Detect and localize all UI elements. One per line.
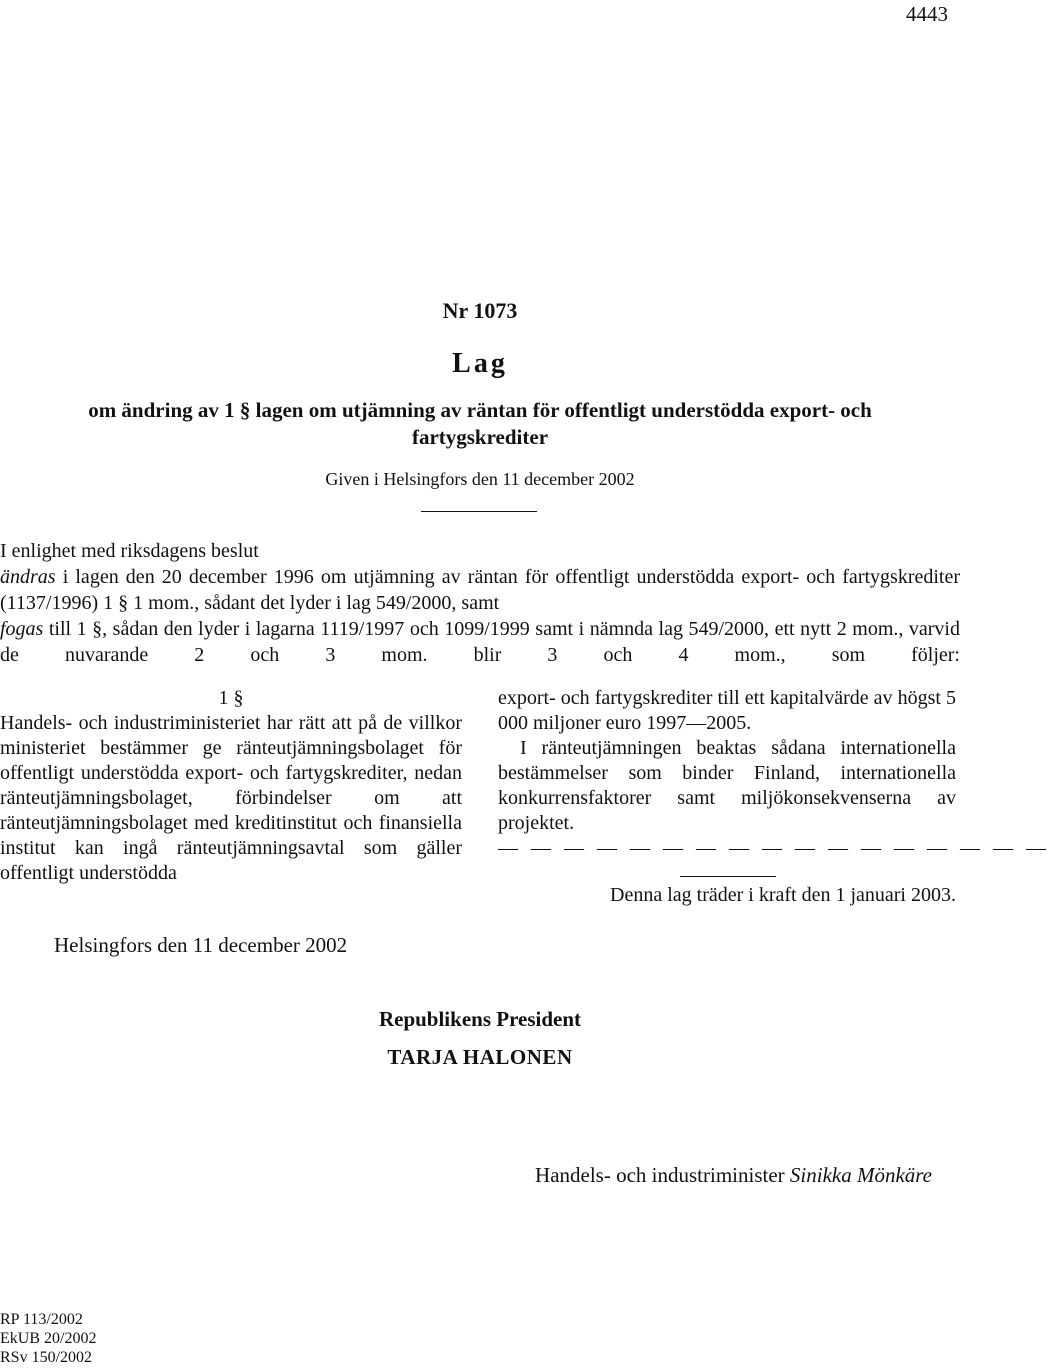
signature-name: TARJA HALONEN bbox=[387, 1045, 573, 1069]
section-text-right-1: export- och fartygskrediter till ett kapitalvärde av högst 5 000 miljoner euro 1997—2005. bbox=[498, 687, 956, 734]
preamble-line: I enlighet med riksdagens beslut bbox=[0, 540, 259, 562]
separator-rule bbox=[421, 511, 537, 512]
amend-text: i lagen den 20 december 1996 om utjämning av räntan för offentligt understödda export- och fartygskrediter (1137/1996) 1 § 1 mom., sådant det lyder i lag 549/2000, samt bbox=[0, 566, 960, 614]
entry-into-force: Denna lag träder i kraft den 1 januari 2003. bbox=[610, 884, 956, 906]
minister-name: Sinikka Mönkäre bbox=[789, 1163, 932, 1187]
reference-item: RSv 150/2002 bbox=[0, 1349, 93, 1366]
add-keyword: fogas bbox=[0, 618, 44, 640]
amend-clause bbox=[0, 564, 960, 616]
references bbox=[0, 1310, 96, 1367]
minister-title: Handels- och industriminister bbox=[535, 1163, 785, 1187]
document-title-line-2: fartygskrediter bbox=[411, 425, 549, 449]
reference-item: RP 113/2002 bbox=[0, 1311, 83, 1328]
add-text: till 1 §, sådan den lyder i lagarna 1119/1997 och 1099/1999 samt i nämnda lag 549/2000, ett nytt 2 mom., varvid de nuvarande 2 och 3 mom. blir 3 och 4 mom., som följer: bbox=[0, 618, 960, 666]
countersignature bbox=[535, 1163, 932, 1188]
add-clause bbox=[0, 616, 960, 668]
reference-item: EkUB 20/2002 bbox=[0, 1330, 97, 1347]
document-title-line-1: om ändring av 1 § lagen om utjämning av räntan för offentligt understödda export- och bbox=[88, 398, 872, 422]
document-number: Nr 1073 bbox=[442, 298, 518, 323]
document-title bbox=[0, 397, 960, 451]
separator-rule-2 bbox=[680, 876, 776, 877]
right-column bbox=[498, 686, 956, 836]
section-text-right-2: I ränteutjämningen beaktas sådana internationella bestämmelser som binder Finland, internationella konkurrensfaktorer samt miljökonsekvenserna av projektet. bbox=[498, 737, 956, 834]
preamble bbox=[0, 538, 960, 668]
given-date: Given i Helsingfors den 11 december 2002 bbox=[325, 469, 635, 489]
omission-dashes: — — — — — — — — — — — — — — — — — bbox=[498, 837, 1050, 859]
amend-keyword: ändras bbox=[0, 566, 56, 588]
page-number: 4443 bbox=[906, 2, 948, 26]
document-type: Lag bbox=[452, 348, 508, 379]
section-text-left: Handels- och industriministeriet har rätt att på de villkor ministeriet bestämmer ge ränteutjämningsbolaget för offentligt understödda export- och fartygskrediter, nedan ränteutjämningsbolaget, förbindelser om att ränteutjämningsbolaget med kreditinstitut och finansiella institut kan ingå ränteutjämningsavtal som gäller offentligt understödda bbox=[0, 712, 462, 884]
section-heading: 1 § bbox=[218, 687, 244, 709]
place-date: Helsingfors den 11 december 2002 bbox=[54, 933, 348, 957]
signature-title: Republikens President bbox=[378, 1007, 582, 1031]
left-column bbox=[0, 686, 462, 886]
